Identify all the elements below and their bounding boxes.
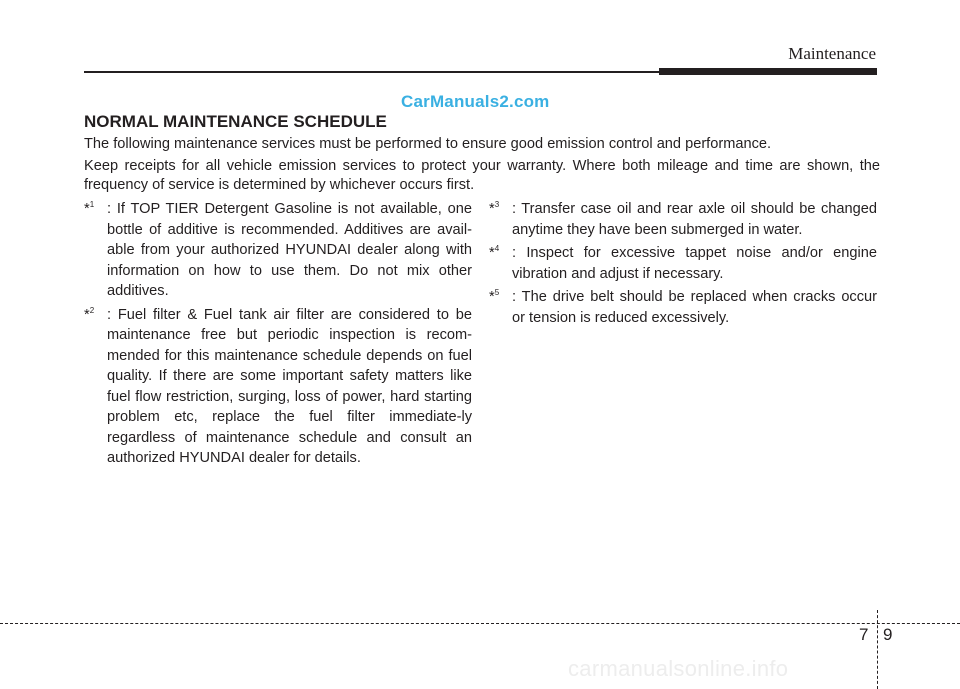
header-rule: [84, 71, 659, 73]
footnote-text: : Inspect for excessive tappet noise and/or engine vibration and adjust if necessary.: [512, 245, 877, 282]
watermark-bottom: carmanualsonline.info: [568, 656, 789, 681]
header-section-title: Maintenance: [788, 44, 876, 63]
footnote-marker: *$^3$: [489, 200, 500, 217]
footnote-marker: *$^5$: [489, 288, 500, 305]
footnote-text: : Fuel filter & Fuel tank air filter are considered to be maintenance free but periodic inspection is recom-mended for this maintenance schedule depends on fuel quality. If there are some important safety matters like fuel flow restriction, surging, loss of power, hard starting problem etc, replace the fuel filter immediate-ly regardless of maintenance schedule and consult an authorized HYUNDAI dealer for details.: [107, 306, 472, 466]
footnote-text: : If TOP TIER Detergent Gasoline is not available, one bottle of additive is recommended. Additives are avail-able from your authorized HYUNDAI dealer along with information on how to use them. Do not mix other additives.: [107, 201, 472, 299]
footer-page-divider: [877, 610, 878, 689]
footnote-text: : Transfer case oil and rear axle oil should be changed anytime they have been submerged in water.: [512, 201, 877, 238]
footnote-marker: *$^2$: [84, 305, 95, 323]
header-rule-bar: [659, 68, 877, 75]
intro-paragraph-1: The following maintenance services must be performed to ensure good emission control and performance.: [84, 136, 772, 152]
section-title: NORMAL MAINTENANCE SCHEDULE: [84, 112, 387, 131]
chapter-number: 7: [859, 625, 869, 644]
footnote-marker: *$^1$: [84, 200, 95, 217]
notes-column-right: [489, 199, 877, 331]
footnote-4: [489, 243, 877, 284]
page-number: 9: [883, 625, 893, 644]
footnote-3: [489, 199, 877, 240]
notes-column-left: [84, 199, 472, 472]
footer-divider: [0, 623, 960, 624]
footnote-5: [489, 287, 877, 328]
intro-paragraph-2: Keep receipts for all vehicle emission services to protect your warranty. Where both mileage and time are shown, the frequency of service is determined by whichever occurs first.: [84, 158, 880, 193]
footnote-marker: *$^4$: [489, 244, 500, 261]
footnote-2: [84, 305, 472, 469]
footnote-1: [84, 199, 472, 302]
watermark-top[interactable]: CarManuals2.com: [401, 92, 550, 111]
footnote-text: : The drive belt should be replaced when cracks occur or tension is reduced excessively.: [512, 289, 877, 326]
